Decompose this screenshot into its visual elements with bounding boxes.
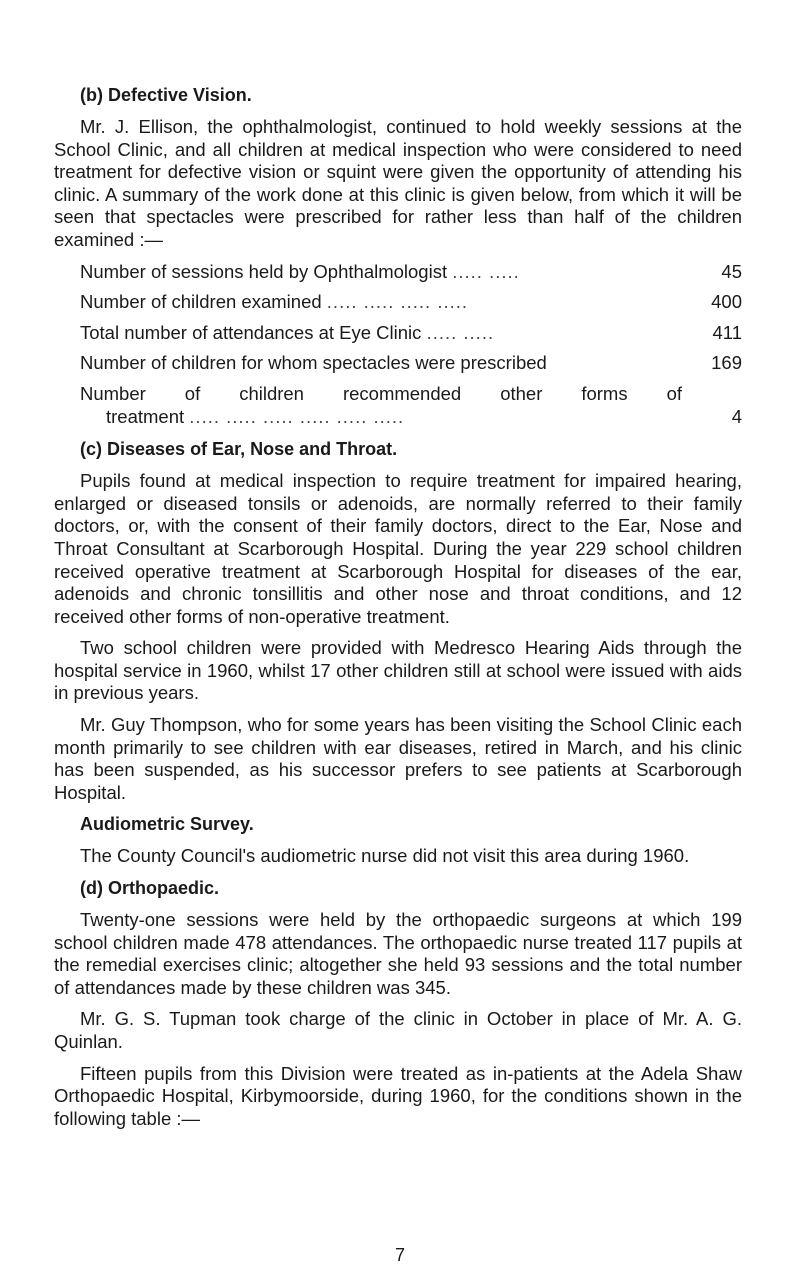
stat-label-continuation: treatment ..... ..... ..... ..... ..... ..... 4 <box>106 405 742 427</box>
stat-label: Total number of attendances at Eye Clinic ..... ..... <box>80 321 495 343</box>
paragraph-vision-intro: Mr. J. Ellison, the ophthalmologist, continued to hold weekly sessions at the School Clinic, and all children at medical inspection who were considered to need treatment for defective vision or squint were given the opportunity of attending his clinic. A summary of the work done at this clinic is given below, from which it will be seen that spectacles were prescribed for rather less than half of the children examined :— <box>54 116 742 250</box>
stat-value: 45 <box>721 260 742 282</box>
stat-row <box>80 291 742 314</box>
stat-label: Number of sessions held by Ophthalmologist ..... ..... <box>80 260 520 282</box>
stat-row <box>80 261 742 284</box>
heading-orthopaedic: (d) Orthopaedic. <box>80 878 219 899</box>
heading-defective-vision: (b) Defective Vision. <box>80 85 252 105</box>
stat-label: Number of children recommended other forms of <box>80 382 682 404</box>
paragraph-ent-hearing-aids: Two school children were provided with Medresco Hearing Aids through the hospital service in 1960, whilst 17 other children still at school were issued with aids in previous years. <box>54 637 742 704</box>
stat-value: 411 <box>712 321 742 343</box>
stat-row <box>80 352 742 375</box>
paragraph-audiometric: The County Council's audiometric nurse did not visit this area during 1960. <box>80 845 690 867</box>
stat-row <box>80 322 742 345</box>
paragraph-orthopaedic-sessions: Twenty-one sessions were held by the orthopaedic surgeons at which 199 school children made 478 attendances. The orthopaedic nurse treated 117 pupils at the remedial exercises clinic; altogether she held 93 sessions and the total number of attendances made by these children was 345. <box>54 909 742 998</box>
paragraph-orthopaedic-inpatients: Fifteen pupils from this Division were treated as in-patients at the Adela Shaw Orthopaedic Hospital, Kirbymoorside, during 1960, for the conditions shown in the following table :— <box>54 1062 742 1129</box>
page-content <box>54 84 742 1139</box>
stat-label: Number of children for whom spectacles were prescribed <box>80 352 547 374</box>
paragraph-ent-thompson: Mr. Guy Thompson, who for some years has been visiting the School Clinic each month primarily to see children with ear diseases, retired in March, and his clinic has been suspended, as his successor prefers to see patients at Scarborough Hospital. <box>54 714 742 803</box>
heading-audiometric-survey: Audiometric Survey. <box>80 814 254 835</box>
vision-statistics <box>54 261 742 429</box>
stat-row-wrapped <box>80 383 742 428</box>
stat-value: 400 <box>711 291 742 313</box>
paragraph-ent-referral: Pupils found at medical inspection to require treatment for impaired hearing, enlarged or diseased tonsils or adenoids, are normally referred to their family doctors, or, with the consent of their family doctors, direct to the Ear, Nose and Throat Consultant at Scarborough Hospital. During the year 229 school children received operative treatment at Scarborough Hospital for diseases of the ear, adenoids and chronic tonsillitis and other nose and throat conditions, and 12 received other forms of non-operative treatment. <box>54 470 742 627</box>
stat-label: Number of children examined ..... ..... ..... ..... <box>80 291 469 313</box>
stat-value: 4 <box>731 405 742 427</box>
paragraph-orthopaedic-tupman: Mr. G. S. Tupman took charge of the clinic in October in place of Mr. A. G. Quinlan. <box>54 1008 742 1052</box>
stat-value: 169 <box>711 352 742 374</box>
heading-ear-nose-throat: (c) Diseases of Ear, Nose and Throat. <box>80 439 398 460</box>
page-number: 7 <box>394 1245 405 1265</box>
